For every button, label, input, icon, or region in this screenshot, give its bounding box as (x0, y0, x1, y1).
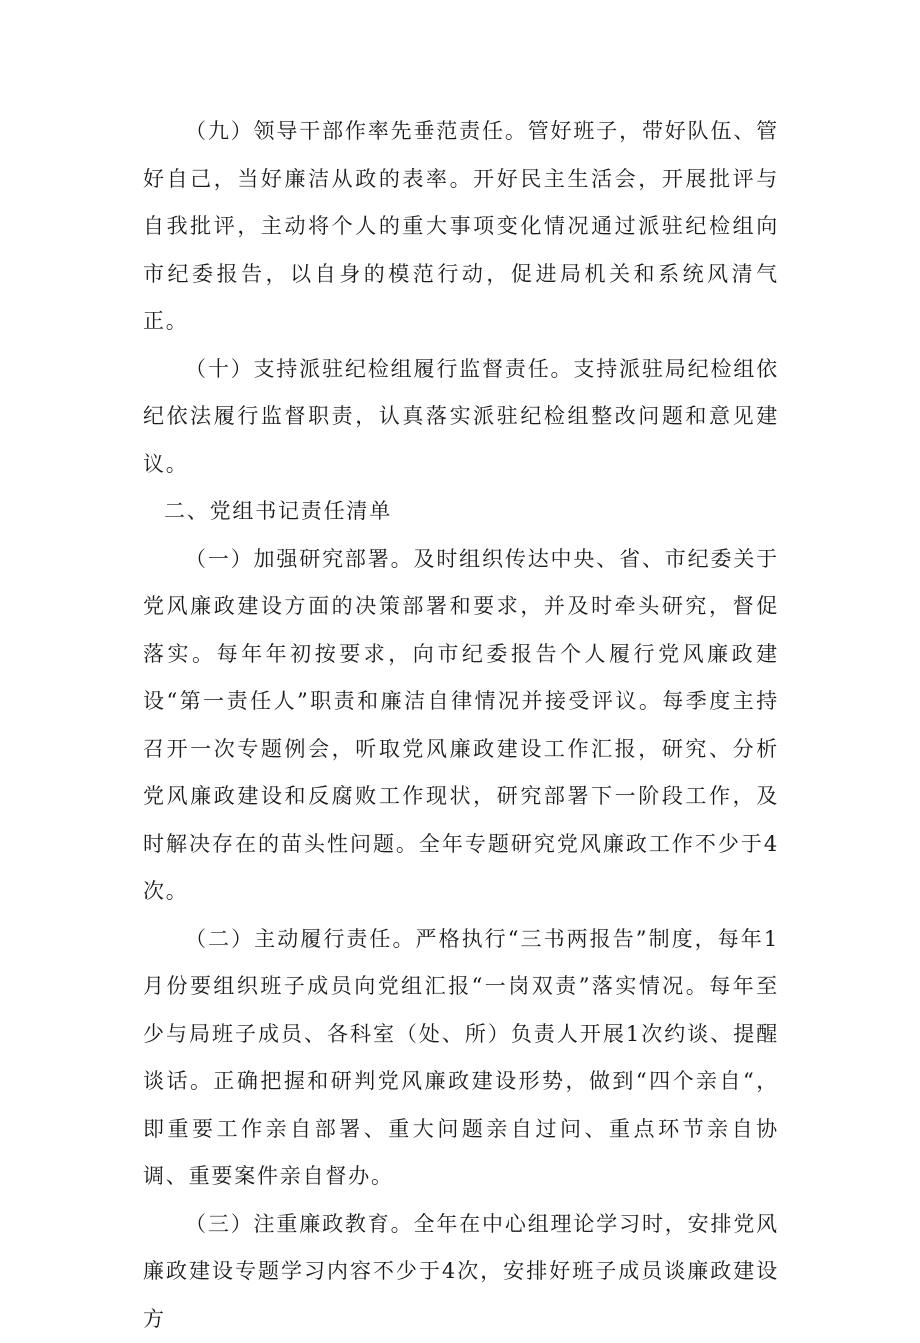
section-heading-secretary-responsibility: 二、党组书记责任清单 (143, 488, 779, 536)
paragraph-10-support-inspection: （十）支持派驻纪检组履行监督责任。支持派驻局纪检组依纪依法履行监督职责，认真落实派驻纪检组整改问题和意见建议。 (143, 346, 779, 489)
paragraph-s2-1-research-deploy: （一）加强研究部署。及时组织传达中央、省、市纪委关于党风廉政建设方面的决策部署和要求，并及时牵头研究，督促落实。每年年初按要求，向市纪委报告个人履行党风廉政建设“第一责任人”职责和廉洁自律情况并接受评议。每季度主持召开一次专题例会，听取党风廉政建设工作汇报，研究、分析党风廉政建设和反腐败工作现状，研究部署下一阶段工作，及时解决存在的苗头性问题。全年专题研究党风廉政工作不少于4次。 (143, 536, 779, 916)
paragraph-s2-2-fulfill-responsibility: （二）主动履行责任。严格执行“三书两报告”制度，每年1月份要组织班子成员向党组汇报“一岗双责”落实情况。每年至少与局班子成员、各科室（处、所）负责人开展1次约谈、提醒谈话。正确把握和研判党风廉政建设形势，做到“四个亲自“，即重要工作亲自部署、重大问题亲自过问、重点环节亲自协调、重要案件亲自督办。 (143, 916, 779, 1201)
paragraph-s2-3-integrity-education: （三）注重廉政教育。全年在中心组理论学习时，安排党风廉政建设专题学习内容不少于4次，安排好班子成员谈廉政建设方 (143, 1201, 779, 1343)
document-page (143, 108, 779, 1343)
paragraph-9-leader-example: （九）领导干部作率先垂范责任。管好班子，带好队伍、管好自己，当好廉洁从政的表率。开好民主生活会，开展批评与自我批评，主动将个人的重大事项变化情况通过派驻纪检组向市纪委报告，以自身的模范行动，促进局机关和系统风清气正。 (143, 108, 779, 346)
